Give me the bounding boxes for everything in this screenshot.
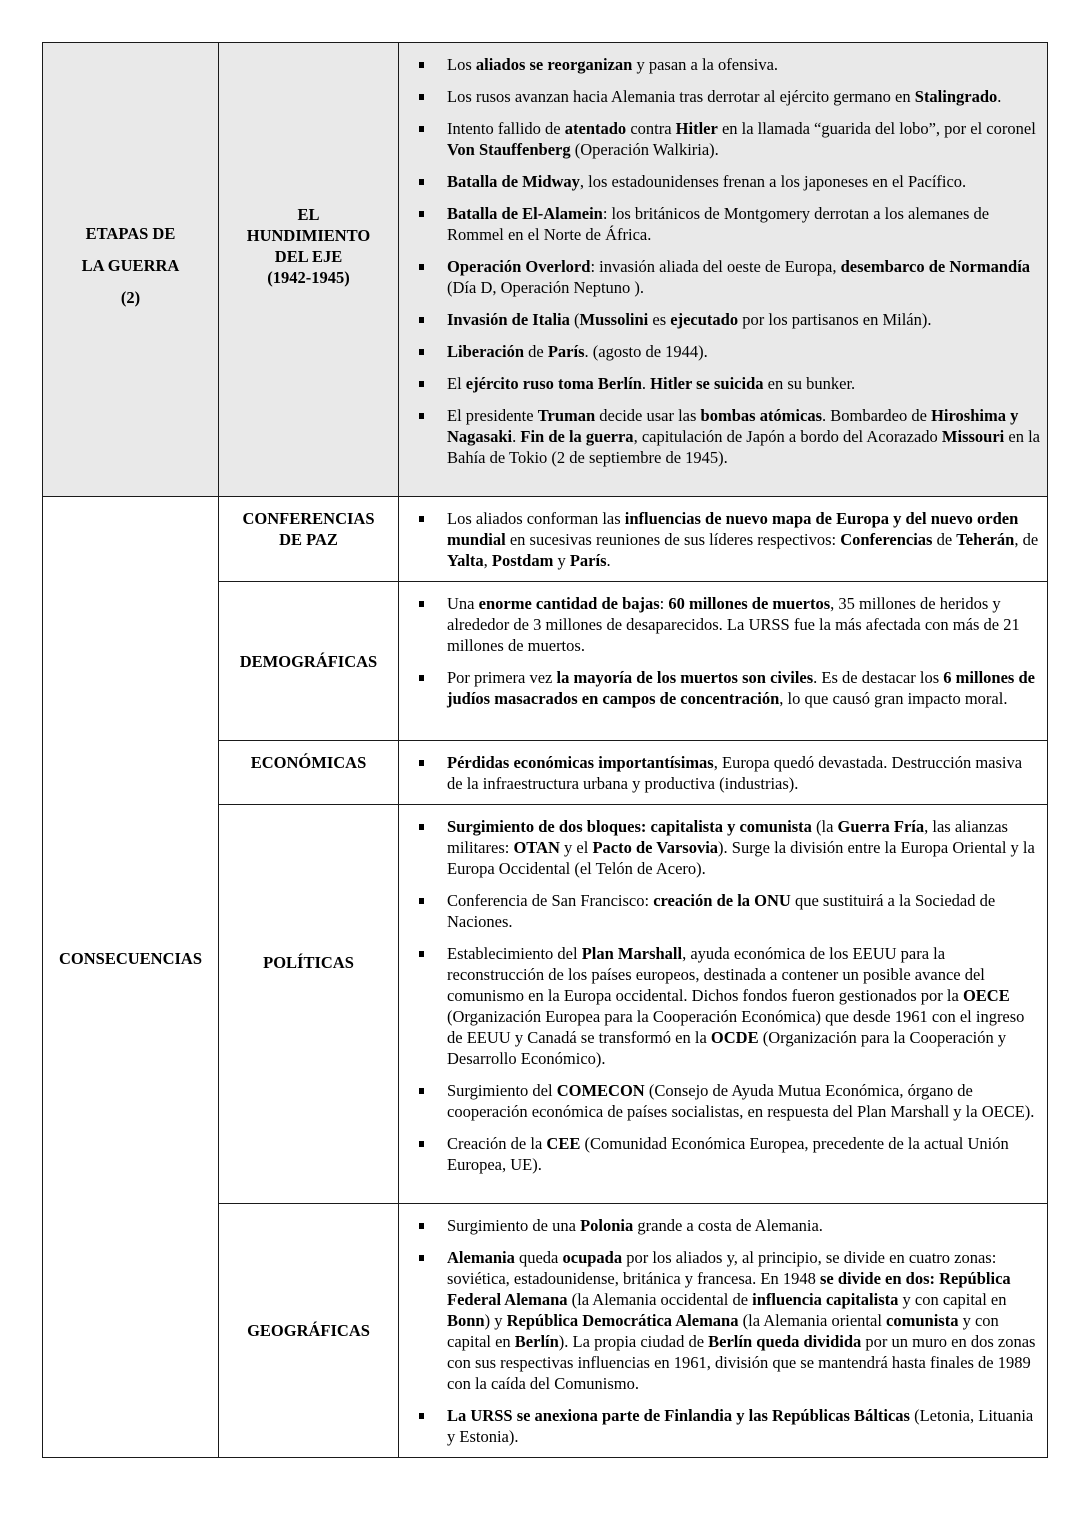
bullet-list	[399, 508, 1041, 571]
bold-text: Surgimiento de dos bloques: capitalista y comunista	[447, 817, 812, 836]
bold-text: se divide en dos: República Federal Alemana	[447, 1269, 1011, 1309]
text: . (agosto de 1944).	[584, 342, 708, 361]
bold-text: París	[569, 551, 607, 570]
text: ,	[483, 551, 492, 570]
text: (la	[811, 817, 838, 836]
text: El	[447, 374, 466, 393]
text: ). La propia ciudad de	[558, 1332, 709, 1351]
bold-text: Operación Overlord	[447, 257, 591, 276]
bold-text: Mussolini	[579, 310, 649, 329]
bullet-item	[447, 341, 1041, 362]
text: Una	[447, 594, 479, 613]
bullet-item	[447, 593, 1041, 656]
text: de	[524, 342, 548, 361]
bold-text: ejército ruso toma Berlín	[465, 374, 642, 393]
bullet-item	[447, 752, 1041, 794]
text: que sustituirá a la Sociedad de Naciones.	[447, 891, 996, 931]
bold-text: Batalla de El-Alamein	[447, 204, 603, 223]
text: Intento fallido de	[447, 119, 565, 138]
text: en la Bahía de Tokio (2 de septiembre de 1945).	[447, 427, 1040, 467]
bold-text: influencias de nuevo mapa de Europa y del nuevo orden mundial	[447, 509, 1019, 549]
label-line: ETAPAS DE	[85, 223, 176, 243]
section-label-consecuencias	[43, 497, 219, 1458]
bullet-list	[399, 752, 1041, 794]
bullet-item	[447, 1133, 1041, 1175]
bullet-item	[447, 309, 1041, 330]
bullet-item	[447, 1247, 1041, 1394]
bullet-item	[447, 1405, 1041, 1447]
text: Creación de la	[447, 1134, 547, 1153]
bold-text: la mayoría de los muertos son civiles	[556, 668, 814, 687]
text: , lo que causó gran impacto moral.	[779, 689, 1008, 708]
label-line: ECONÓMICAS	[250, 753, 367, 772]
text: (la Alemania oriental	[738, 1311, 887, 1330]
bold-text: Liberación	[447, 342, 524, 361]
text: ). Surge la división entre la Europa Oriental y la Europa Occidental (el Telón de Acero).	[447, 838, 1035, 878]
bullet-item	[447, 171, 1041, 192]
text: Los	[447, 55, 476, 74]
text: (	[569, 310, 580, 329]
bold-text: ocupada	[562, 1248, 623, 1267]
content-cell-politicas	[399, 805, 1048, 1204]
content-cell-economicas	[399, 741, 1048, 805]
subtopic-label-conferencias	[219, 497, 399, 582]
text: grande a costa de Alemania.	[633, 1216, 823, 1235]
text: , los estadounidenses frenan a los japoneses en el Pacífico.	[579, 172, 967, 191]
text: . Bombardeo de	[822, 406, 932, 425]
label-line: GEOGRÁFICAS	[247, 1321, 370, 1340]
label-line: (2)	[120, 287, 141, 307]
text: (Organización Europea para la Cooperación Económica) que desde 1961 con el ingreso de EEUU y Canadá se transformó en la	[447, 1007, 1025, 1047]
table-row-conferencias	[43, 497, 1048, 582]
bold-text: República Democrática Alemana	[506, 1311, 739, 1330]
text: (Consejo de Ayuda Mutua Económica, órgano de cooperación económica de países socialistas, en respuesta del Plan Marshall y la OECE).	[447, 1081, 1035, 1121]
text: ) y	[484, 1311, 507, 1330]
text: Surgimiento del	[447, 1081, 557, 1100]
content-cell-hundimiento	[399, 43, 1048, 497]
bold-text: Hitler se suicida	[650, 374, 764, 393]
label-line: POLÍTICAS	[263, 953, 354, 972]
text: Establecimiento del	[447, 944, 582, 963]
text: y con capital en	[447, 1311, 999, 1351]
bullet-item	[447, 667, 1041, 709]
label-line: CONSECUENCIAS	[58, 949, 203, 968]
bullet-item	[447, 890, 1041, 932]
bold-text: Berlín queda dividida	[708, 1332, 862, 1351]
subtopic-label-politicas	[219, 805, 399, 1204]
text: (Letonia, Lituania y Estonia).	[447, 1406, 1034, 1446]
text: .	[512, 427, 521, 446]
text: contra	[626, 119, 676, 138]
text: Surgimiento de una	[447, 1216, 581, 1235]
bullet-item	[447, 943, 1041, 1069]
bold-text: COMECON	[556, 1081, 645, 1100]
bold-text: ejecutado	[670, 310, 739, 329]
text: decide usar las	[595, 406, 701, 425]
bold-text: Pérdidas económicas importantísimas	[447, 753, 714, 772]
bold-text: Von Stauffenberg	[447, 140, 571, 159]
bold-text: Yalta	[447, 551, 484, 570]
bold-text: Fin de la guerra	[520, 427, 634, 446]
text: .	[641, 374, 651, 393]
bold-text: Guerra Fría	[837, 817, 925, 836]
label-line: DEMOGRÁFICAS	[239, 651, 378, 671]
bold-text: 60 millones de muertos	[668, 594, 831, 613]
text: . Es de destacar los	[813, 668, 944, 687]
text: , ayuda económica de los EEUU para la reconstrucción de los países europeos, destinada a contener un posible avance del comunismo en la Europa occidental. Dichos fondos fueron gestionados por la	[447, 944, 985, 1005]
bold-text: Teherán	[956, 530, 1015, 549]
text: (la Alemania occidental de	[567, 1290, 753, 1309]
history-summary-table	[42, 42, 1048, 1458]
bold-text: Stalingrado	[914, 87, 998, 106]
bullet-item	[447, 256, 1041, 298]
bold-text: Plan Marshall	[581, 944, 683, 963]
text: queda	[514, 1248, 563, 1267]
bullet-item	[447, 508, 1041, 571]
text: :	[659, 594, 669, 613]
bold-text: OTAN	[513, 838, 560, 857]
bullet-item	[447, 1215, 1041, 1236]
subtopic-label-hundimiento	[219, 43, 399, 497]
content-cell-demograficas	[399, 582, 1048, 741]
bold-text: atentado	[564, 119, 627, 138]
text: , las alianzas militares:	[447, 817, 1008, 857]
label-line: EL	[297, 204, 320, 224]
text: .	[997, 87, 1002, 106]
bullet-item	[447, 816, 1041, 879]
bold-text: Missouri	[941, 427, 1005, 446]
text: (Comunidad Económica Europea, precedente de la actual Unión Europea, UE).	[447, 1134, 1009, 1174]
bullet-item	[447, 405, 1041, 468]
content-cell-geograficas	[399, 1204, 1048, 1458]
text: (Organización para la Cooperación y Desarrollo Económico).	[447, 1028, 1007, 1068]
subtopic-label-demograficas	[219, 582, 399, 741]
bold-text: comunista	[886, 1311, 959, 1330]
bullet-list	[399, 816, 1041, 1175]
bold-text: Batalla de Midway	[447, 172, 580, 191]
text: , capitulación de Japón a bordo del Acorazado	[633, 427, 942, 446]
bullet-item	[447, 54, 1041, 75]
text: Por primera vez	[447, 668, 557, 687]
text: (Operación Walkiria).	[570, 140, 719, 159]
label-line: DE PAZ	[279, 530, 338, 549]
bold-text: Pacto de Varsovia	[592, 838, 719, 857]
bold-text: Polonia	[580, 1216, 634, 1235]
text: , de	[1014, 530, 1039, 549]
bullet-item	[447, 86, 1041, 107]
text: , 35 millones de heridos y alrededor de 3 millones de desaparecidos. La URSS fue la más afectada con más de 21 millones de muertos.	[447, 594, 1020, 655]
bullet-item	[447, 373, 1041, 394]
bold-text: París	[547, 342, 585, 361]
bold-text: creación de la ONU	[653, 891, 791, 910]
text: en sucesivas reuniones de sus líderes respectivos:	[505, 530, 841, 549]
text: por un muro en dos zonas con sus respectivas influencias en 1961, división que se mantendrá hasta finales de 1989 con la caída del Comunismo.	[447, 1332, 1036, 1393]
bold-text: OECE	[962, 986, 1010, 1005]
text: El presidente	[447, 406, 538, 425]
bullet-list	[399, 593, 1041, 709]
bold-text: Bonn	[447, 1311, 485, 1330]
bold-text: Invasión de Italia	[447, 310, 570, 329]
bold-text: influencia capitalista	[752, 1290, 899, 1309]
bold-text: Conferencias	[840, 530, 933, 549]
bold-text: aliados se reorganizan	[475, 55, 633, 74]
text: por los partisanos en Milán).	[738, 310, 932, 329]
bold-text: bombas atómicas	[700, 406, 823, 425]
bold-text: Truman	[537, 406, 596, 425]
text: Conferencia de San Francisco:	[447, 891, 654, 910]
text: .	[606, 551, 611, 570]
text: y con capital en	[898, 1290, 1007, 1309]
bold-text: La URSS se anexiona parte de Finlandia y las Repúblicas Bálticas	[447, 1406, 910, 1425]
text: Los rusos avanzan hacia Alemania tras derrotar al ejército germano en	[447, 87, 915, 106]
text: : invasión aliada del oeste de Europa,	[590, 257, 841, 276]
bullet-item	[447, 203, 1041, 245]
text: es	[648, 310, 671, 329]
bold-text: desembarco de Normandía	[840, 257, 1031, 276]
bold-text: Alemania	[447, 1248, 515, 1267]
text: (Día D, Operación Neptuno ).	[447, 278, 645, 297]
bold-text: enorme cantidad de bajas	[478, 594, 660, 613]
bullet-list	[399, 54, 1041, 468]
text: y	[553, 551, 570, 570]
section-label-etapas	[43, 43, 219, 497]
bold-text: Hiroshima y Nagasaki	[447, 406, 1019, 446]
text: de	[932, 530, 957, 549]
text: , Europa quedó devastada. Destrucción masiva de la infraestructura urbana y productiva (industrias).	[447, 753, 1023, 793]
text: Los aliados conforman las	[447, 509, 625, 528]
text: en la llamada “guarida del lobo”, por el coronel	[717, 119, 1036, 138]
subtopic-label-geograficas	[219, 1204, 399, 1458]
bullet-list	[399, 1215, 1041, 1447]
label-line: DEL EJE	[274, 246, 343, 266]
bold-text: Berlín	[514, 1332, 559, 1351]
bold-text: CEE	[546, 1134, 581, 1153]
subtopic-label-economicas	[219, 741, 399, 805]
label-line: CONFERENCIAS	[242, 509, 375, 528]
text: y pasan a la ofensiva.	[632, 55, 779, 74]
label-line: HUNDIMIENTO	[246, 225, 371, 245]
text: por los aliados y, al principio, se divide en cuatro zonas: soviética, estadounidense, británica y francesa. En 1948	[447, 1248, 997, 1288]
text: en su bunker.	[763, 374, 856, 393]
bold-text: Postdam	[491, 551, 554, 570]
content-cell-conferencias	[399, 497, 1048, 582]
text: y el	[559, 838, 593, 857]
label-line: (1942-1945)	[267, 267, 350, 287]
text: : los británicos de Montgomery derrotan a los alemanes de Rommel en el Norte de África.	[447, 204, 990, 244]
bullet-item	[447, 118, 1041, 160]
table-row-hundimiento	[43, 43, 1048, 497]
bold-text: OCDE	[710, 1028, 759, 1047]
bold-text: Hitler	[675, 119, 718, 138]
bullet-item	[447, 1080, 1041, 1122]
label-line: LA GUERRA	[81, 255, 180, 275]
bold-text: 6 millones de judíos masacrados en campos de concentración	[447, 668, 1035, 708]
